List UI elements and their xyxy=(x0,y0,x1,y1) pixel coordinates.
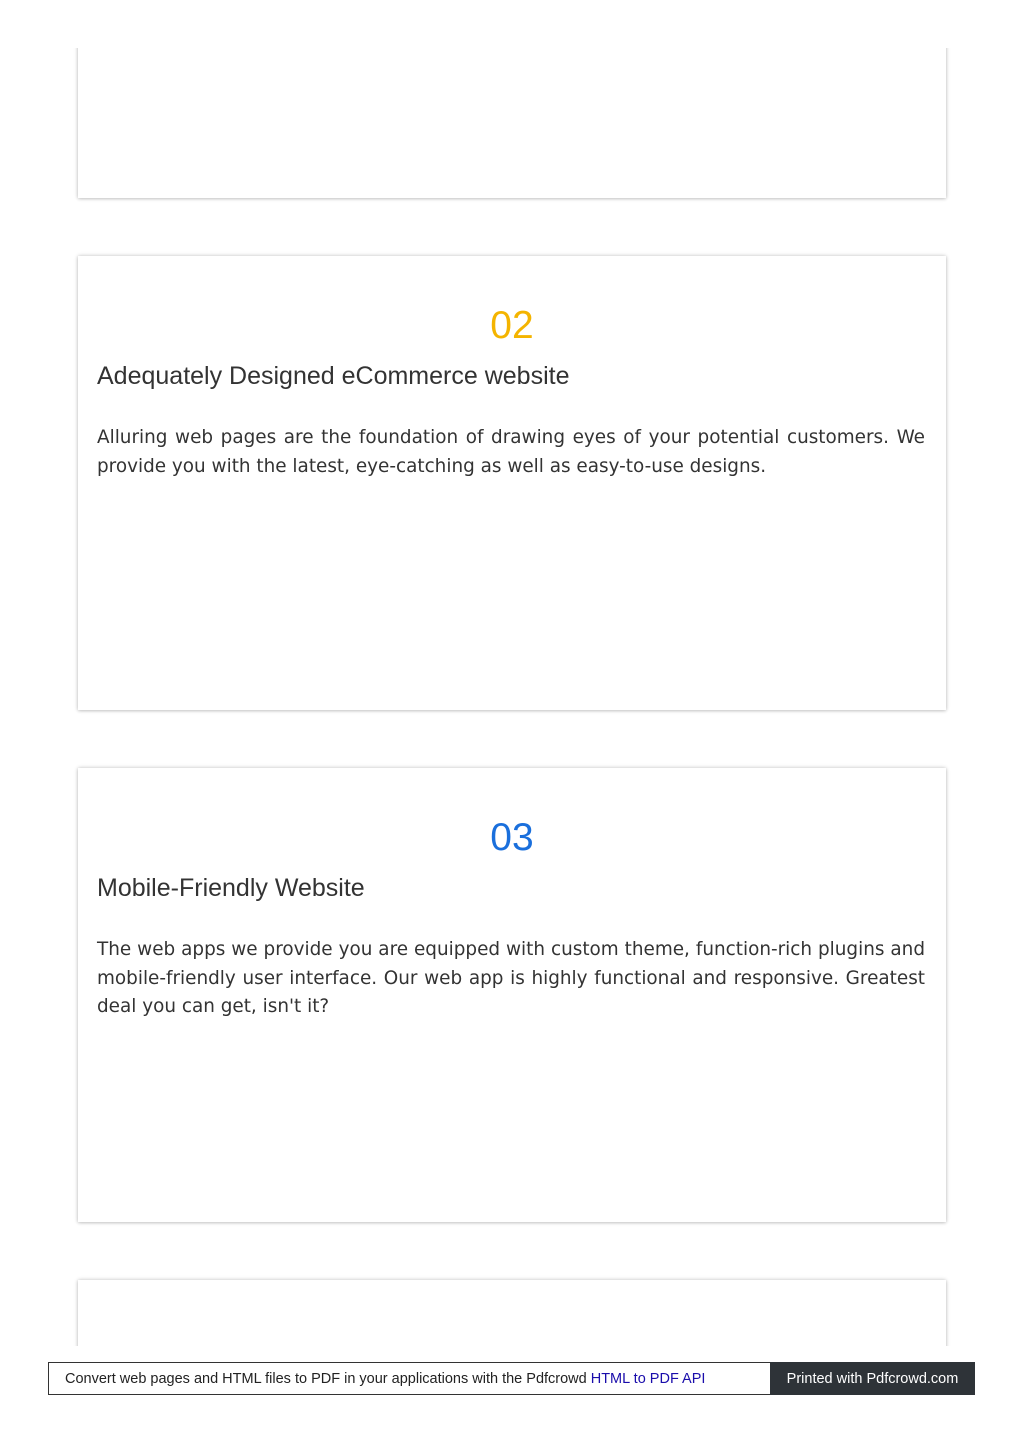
service-card-partial-top xyxy=(78,40,946,198)
page-bottom-margin xyxy=(40,1346,984,1446)
footer-text: Convert web pages and HTML files to PDF in your applications with the Pdfcrowd xyxy=(65,1370,587,1387)
printed-with-badge[interactable]: Printed with Pdfcrowd.com xyxy=(770,1362,975,1395)
html-to-pdf-api-link[interactable]: HTML to PDF API xyxy=(590,1370,706,1387)
service-card-mobile xyxy=(78,768,946,1222)
page-top-margin xyxy=(60,0,964,48)
card-number: 02 xyxy=(490,304,534,347)
pdfcrowd-footer xyxy=(48,1362,975,1395)
card-title: Adequately Designed eCommerce website xyxy=(97,362,570,390)
card-number: 03 xyxy=(490,816,534,859)
card-description: Alluring web pages are the foundation of drawing eyes of your potential customers. We provide you with the latest, eye-catching as well as easy-to-use designs. xyxy=(97,427,925,477)
footer-message xyxy=(48,1362,770,1395)
card-description: The web apps we provide you are equipped with custom theme, function-rich plugins and mobile-friendly user interface. Our web app is highly functional and responsive. Greatest deal you can get, isn't it? xyxy=(97,939,925,1017)
card-title: Mobile-Friendly Website xyxy=(97,874,365,902)
service-card-ecommerce xyxy=(78,256,946,710)
